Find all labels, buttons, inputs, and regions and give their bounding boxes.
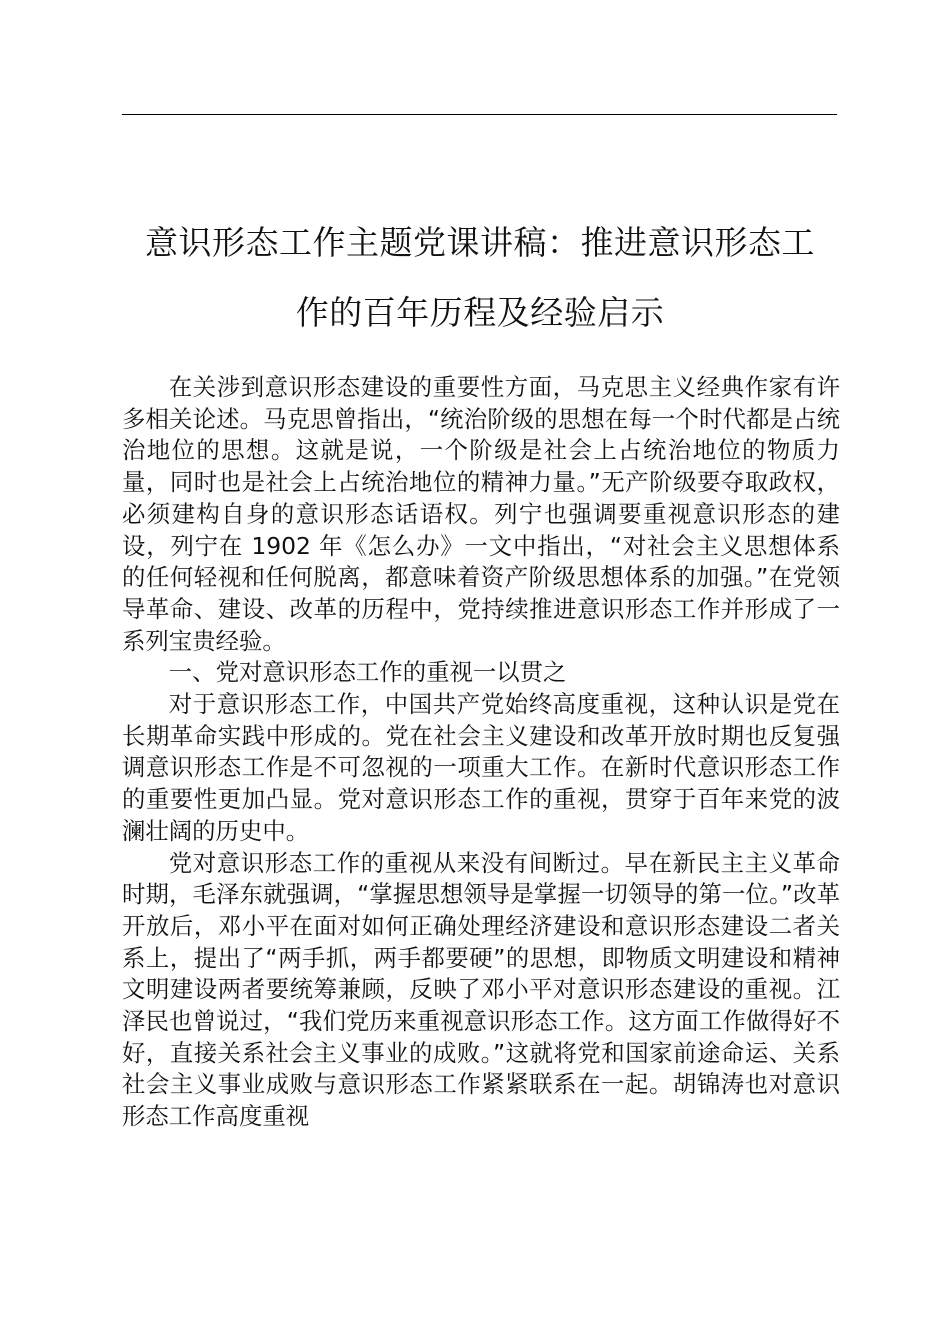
title-line-1: 意识形态工作主题党课讲稿：推进意识形态工 [145,223,815,262]
document-body [122,372,840,1133]
document-title [110,208,850,348]
header-rule [122,114,837,115]
paragraph-intro: 在关涉到意识形态建设的重要性方面，马克思主义经典作家有许多相关论述。马克思曾指出，“统治阶级的思想在每一个时代都是占统治地位的思想。这就是说，一个阶级是社会上占统治地位的物质力量，同时也是社会上占统治地位的精神力量。”无产阶级要夺取政权，必须建构自身的意识形态话语权。列宁也强调要重视意识形态的建设，列宁在 1902 年《怎么办》一文中指出，“对社会主义思想体系的任何轻视和任何脱离，都意味着资产阶级思想体系的加强。”在党领导革命、建设、改革的历程中，党持续推进意识形态工作并形成了一系列宝贵经验。 [122,373,840,655]
paragraph-section-1b: 党对意识形态工作的重视从来没有间断过。早在新民主主义革命时期，毛泽东就强调，“掌握思想领导是掌握一切领导的第一位。”改革开放后，邓小平在面对如何正确处理经济建设和意识形态建设二者关系上，提出了“两手抓，两手都要硬”的思想，即物质文明建设和精神文明建设两者要统筹兼顾，反映了邓小平对意识形态建设的重视。江泽民也曾说过，“我们党历来重视意识形态工作。这方面工作做得好不好，直接关系社会主义事业的成败。”这就将党和国家前途命运、关系社会主义事业成败与意识形态工作紧紧联系在一起。胡锦涛也对意识形态工作高度重视 [122,848,840,1131]
section-heading-1: 一、党对意识形态工作的重视一以贯之 [168,658,567,687]
title-line-2: 作的百年历程及经验启示 [295,293,665,332]
paragraph-section-1a: 对于意识形态工作，中国共产党始终高度重视，这种认识是党在长期革命实践中形成的。党在社会主义建设和改革开放时期也反复强调意识形态工作是不可忽视的一项重大工作。在新时代意识形态工作的重要性更加凸显。党对意识形态工作的重视，贯穿于百年来党的波澜壮阔的历史中。 [122,690,840,845]
